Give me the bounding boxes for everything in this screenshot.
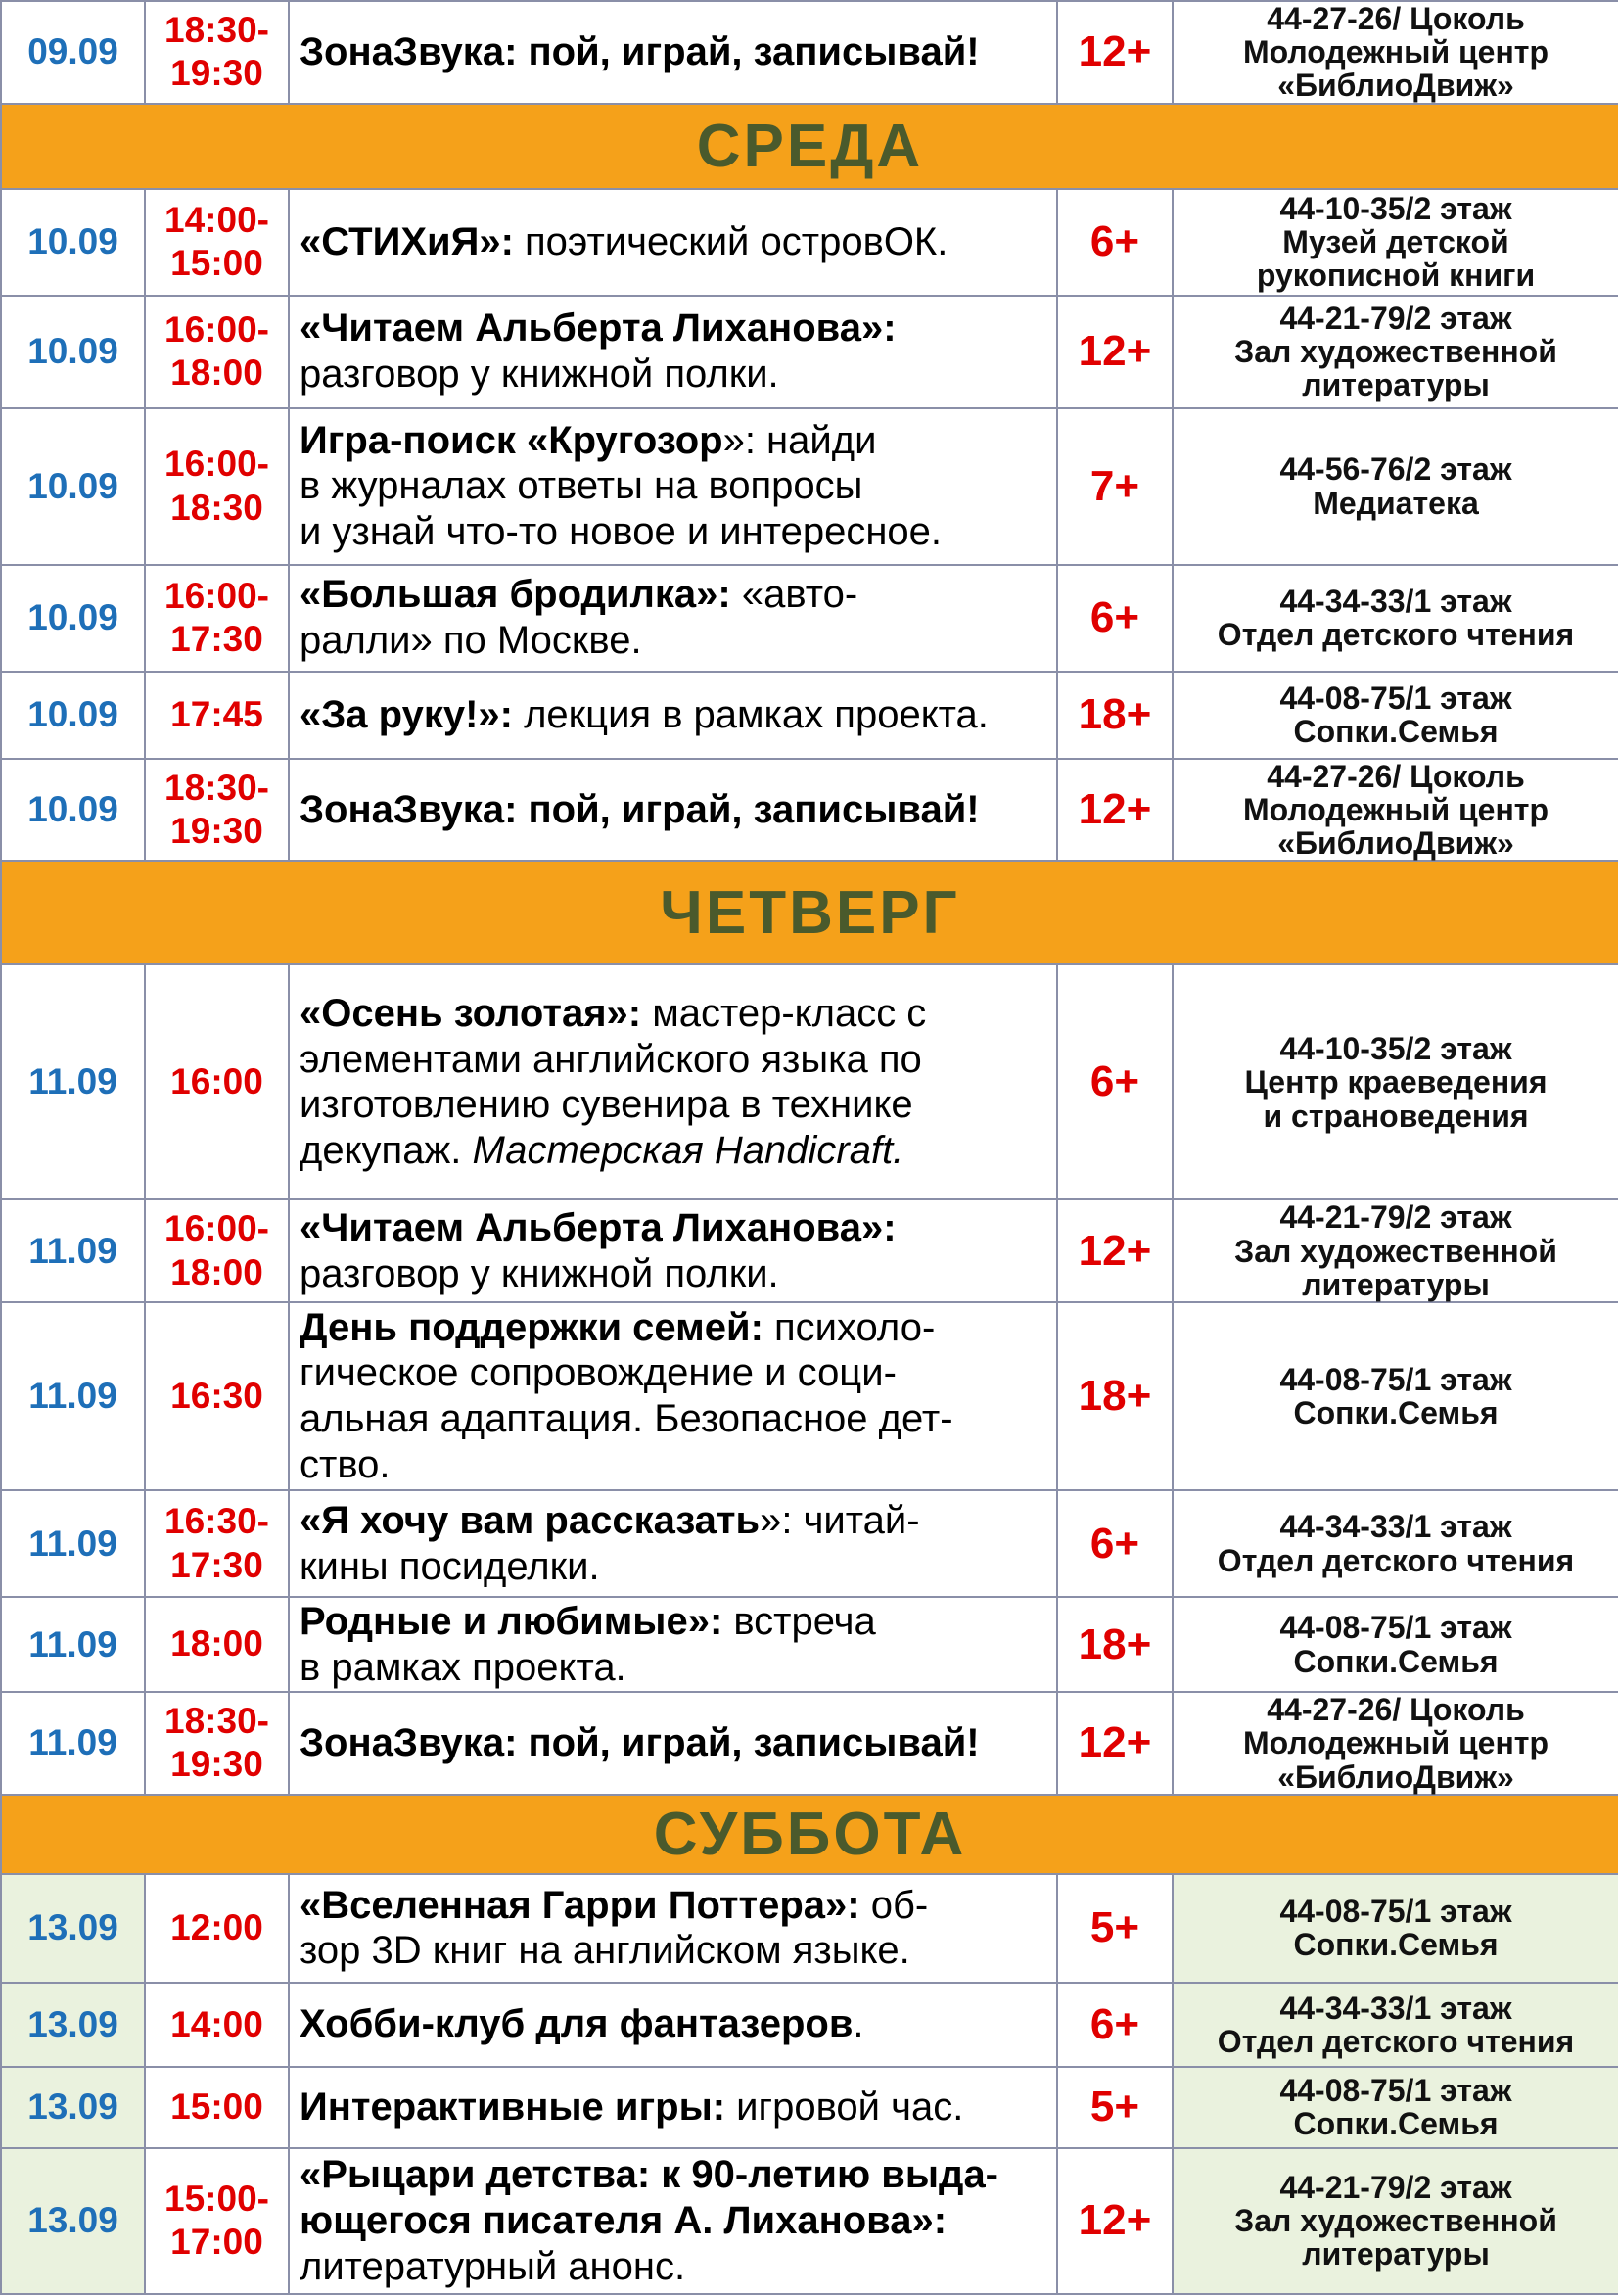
event-description <box>289 2067 1057 2148</box>
event-row <box>1 2148 1618 2294</box>
event-date: 11.09 <box>1 1302 145 1490</box>
event-age-rating: 12+ <box>1057 2148 1173 2294</box>
event-age-rating: 18+ <box>1057 1597 1173 1692</box>
event-text: литературный анонс. <box>300 2244 686 2288</box>
event-time: 16:00- 18:00 <box>145 296 289 408</box>
event-date: 10.09 <box>1 759 145 862</box>
event-age-rating: 12+ <box>1057 1 1173 104</box>
event-date: 13.09 <box>1 2148 145 2294</box>
event-location: 44-56-76/2 этаж Медиатека <box>1173 408 1618 565</box>
event-time: 16:00- 17:30 <box>145 565 289 672</box>
event-description <box>289 565 1057 672</box>
event-title: «СТИХиЯ»: <box>300 219 514 263</box>
event-time: 14:00 <box>145 1983 289 2067</box>
event-location: 44-21-79/2 этаж Зал художественной литературы <box>1173 296 1618 408</box>
event-age-rating: 18+ <box>1057 672 1173 759</box>
event-title: Интерактивные игры: <box>300 2085 726 2129</box>
event-row <box>1 1302 1618 1490</box>
event-title: «Осень золотая»: <box>300 991 642 1035</box>
event-row <box>1 1692 1618 1795</box>
event-location: 44-08-75/1 этаж Сопки.Семья <box>1173 1874 1618 1983</box>
event-row <box>1 296 1618 408</box>
event-description <box>289 1874 1057 1983</box>
event-age-rating: 12+ <box>1057 759 1173 862</box>
event-text: разговор у книжной полки. <box>300 1251 779 1295</box>
event-date: 10.09 <box>1 296 145 408</box>
event-row <box>1 1597 1618 1692</box>
event-text: лекция в рамках проекта. <box>512 692 989 736</box>
event-time: 15:00- 17:00 <box>145 2148 289 2294</box>
event-date: 11.09 <box>1 1597 145 1692</box>
event-location: 44-21-79/2 этаж Зал художественной литературы <box>1173 1199 1618 1302</box>
event-title: «Читаем Альберта Лиханова»: <box>300 1205 897 1249</box>
event-time: 16:30 <box>145 1302 289 1490</box>
event-age-rating: 6+ <box>1057 1983 1173 2067</box>
event-title: Родные и любимые»: <box>300 1599 723 1643</box>
event-text: »: читай- кины посиделки. <box>300 1498 920 1588</box>
event-row <box>1 2067 1618 2148</box>
event-time: 18:00 <box>145 1597 289 1692</box>
event-date: 13.09 <box>1 2067 145 2148</box>
event-text: психоло- гическое сопровождение и соци- альная адаптация. Безопасное дет- ство. <box>300 1305 953 1486</box>
event-location: 44-27-26/ Цоколь Молодежный центр «БиблиоДвиж» <box>1173 759 1618 862</box>
event-location: 44-10-35/2 этаж Центр краеведения и страноведения <box>1173 964 1618 1199</box>
event-text: мастер-класс с элементами английского языка по изготовлению сувенира в технике декупаж. <box>300 991 927 1173</box>
event-description <box>289 1 1057 104</box>
event-date: 13.09 <box>1 1874 145 1983</box>
event-title: «Читаем Альберта Лиханова»: <box>300 306 897 351</box>
event-location: 44-08-75/1 этаж Сопки.Семья <box>1173 1597 1618 1692</box>
event-text: «авто- ралли» по Москве. <box>300 573 858 663</box>
event-location: 44-10-35/2 этаж Музей детской рукописной книги <box>1173 189 1618 296</box>
event-description <box>289 672 1057 759</box>
event-title: ЗонаЗвука: пой, играй, записывай! <box>300 1721 980 1765</box>
event-age-rating: 6+ <box>1057 964 1173 1199</box>
event-text: разговор у книжной полки. <box>300 352 779 397</box>
event-time: 17:45 <box>145 672 289 759</box>
event-age-rating: 6+ <box>1057 1490 1173 1597</box>
event-age-rating: 6+ <box>1057 565 1173 672</box>
event-row <box>1 759 1618 862</box>
event-location: 44-08-75/1 этаж Сопки.Семья <box>1173 2067 1618 2148</box>
event-time: 16:00- 18:30 <box>145 408 289 565</box>
event-time: 15:00 <box>145 2067 289 2148</box>
event-description <box>289 1302 1057 1490</box>
event-time: 16:00- 18:00 <box>145 1199 289 1302</box>
event-text: . <box>853 2002 864 2046</box>
event-location: 44-34-33/1 этаж Отдел детского чтения <box>1173 565 1618 672</box>
event-title: «Большая бродилка»: <box>300 573 731 617</box>
event-age-rating: 5+ <box>1057 1874 1173 1983</box>
event-row <box>1 1874 1618 1983</box>
event-title: ЗонаЗвука: пой, играй, записывай! <box>300 29 980 73</box>
event-row <box>1 964 1618 1199</box>
event-title: «Рыцари детства: к 90-летию выда- ющегося писателя А. Лиханова»: <box>300 2153 999 2242</box>
event-description <box>289 408 1057 565</box>
event-title: «Вселенная Гарри Поттера»: <box>300 1883 860 1927</box>
event-location: 44-34-33/1 этаж Отдел детского чтения <box>1173 1983 1618 2067</box>
schedule-body <box>1 1 1618 2294</box>
event-date: 10.09 <box>1 189 145 296</box>
event-row <box>1 1490 1618 1597</box>
event-date: 11.09 <box>1 1199 145 1302</box>
day-header-thursday: ЧЕТВЕРГ <box>1 861 1618 964</box>
event-title: «За руку!»: <box>300 692 513 736</box>
event-age-rating: 12+ <box>1057 1199 1173 1302</box>
event-time: 18:30- 19:30 <box>145 1692 289 1795</box>
event-title: Игра-поиск «Кругозор <box>300 418 723 462</box>
event-age-rating: 6+ <box>1057 189 1173 296</box>
event-note: Мастерская Handicraft. <box>472 1129 904 1173</box>
event-time: 16:30- 17:30 <box>145 1490 289 1597</box>
event-description <box>289 1199 1057 1302</box>
event-age-rating: 7+ <box>1057 408 1173 565</box>
event-description <box>289 1597 1057 1692</box>
event-description <box>289 1490 1057 1597</box>
event-location: 44-27-26/ Цоколь Молодежный центр «БиблиоДвиж» <box>1173 1 1618 104</box>
event-date: 13.09 <box>1 1983 145 2067</box>
event-date: 11.09 <box>1 964 145 1199</box>
event-date: 10.09 <box>1 672 145 759</box>
event-time: 18:30- 19:30 <box>145 1 289 104</box>
event-row <box>1 1199 1618 1302</box>
event-location: 44-21-79/2 этаж Зал художественной литературы <box>1173 2148 1618 2294</box>
event-time: 14:00- 15:00 <box>145 189 289 296</box>
event-title: «Я хочу вам рассказать <box>300 1498 761 1542</box>
event-description <box>289 189 1057 296</box>
event-date: 09.09 <box>1 1 145 104</box>
event-location: 44-27-26/ Цоколь Молодежный центр «БиблиоДвиж» <box>1173 1692 1618 1795</box>
event-text: »: найди в журналах ответы на вопросы и узнай что-то новое и интересное. <box>300 418 943 554</box>
event-time: 12:00 <box>145 1874 289 1983</box>
event-title: День поддержки семей: <box>300 1305 763 1349</box>
event-text: встреча в рамках проекта. <box>300 1599 876 1689</box>
event-time: 16:00 <box>145 964 289 1199</box>
event-age-rating: 12+ <box>1057 1692 1173 1795</box>
event-row <box>1 1983 1618 2067</box>
event-title: Хобби-клуб для фантазеров <box>300 2002 854 2046</box>
event-location: 44-08-75/1 этаж Сопки.Семья <box>1173 672 1618 759</box>
event-description <box>289 296 1057 408</box>
day-header-wednesday: СРЕДА <box>1 104 1618 189</box>
event-description <box>289 759 1057 862</box>
event-description <box>289 1983 1057 2067</box>
event-age-rating: 18+ <box>1057 1302 1173 1490</box>
event-row <box>1 565 1618 672</box>
event-location: 44-34-33/1 этаж Отдел детского чтения <box>1173 1490 1618 1597</box>
event-age-rating: 5+ <box>1057 2067 1173 2148</box>
event-date: 11.09 <box>1 1490 145 1597</box>
event-description <box>289 1692 1057 1795</box>
event-title: ЗонаЗвука: пой, играй, записывай! <box>300 787 980 831</box>
event-date: 11.09 <box>1 1692 145 1795</box>
event-location: 44-08-75/1 этаж Сопки.Семья <box>1173 1302 1618 1490</box>
event-text: поэтический островОК. <box>513 219 948 263</box>
event-row <box>1 1 1618 104</box>
event-description <box>289 2148 1057 2294</box>
event-age-rating: 12+ <box>1057 296 1173 408</box>
event-date: 10.09 <box>1 565 145 672</box>
event-row <box>1 189 1618 296</box>
event-description <box>289 964 1057 1199</box>
day-header-saturday: СУББОТА <box>1 1795 1618 1874</box>
event-row <box>1 672 1618 759</box>
event-row <box>1 408 1618 565</box>
event-text: игровой час. <box>725 2085 964 2129</box>
event-date: 10.09 <box>1 408 145 565</box>
event-time: 18:30- 19:30 <box>145 759 289 862</box>
event-text: об- зор 3D книг на английском языке. <box>300 1883 929 1973</box>
